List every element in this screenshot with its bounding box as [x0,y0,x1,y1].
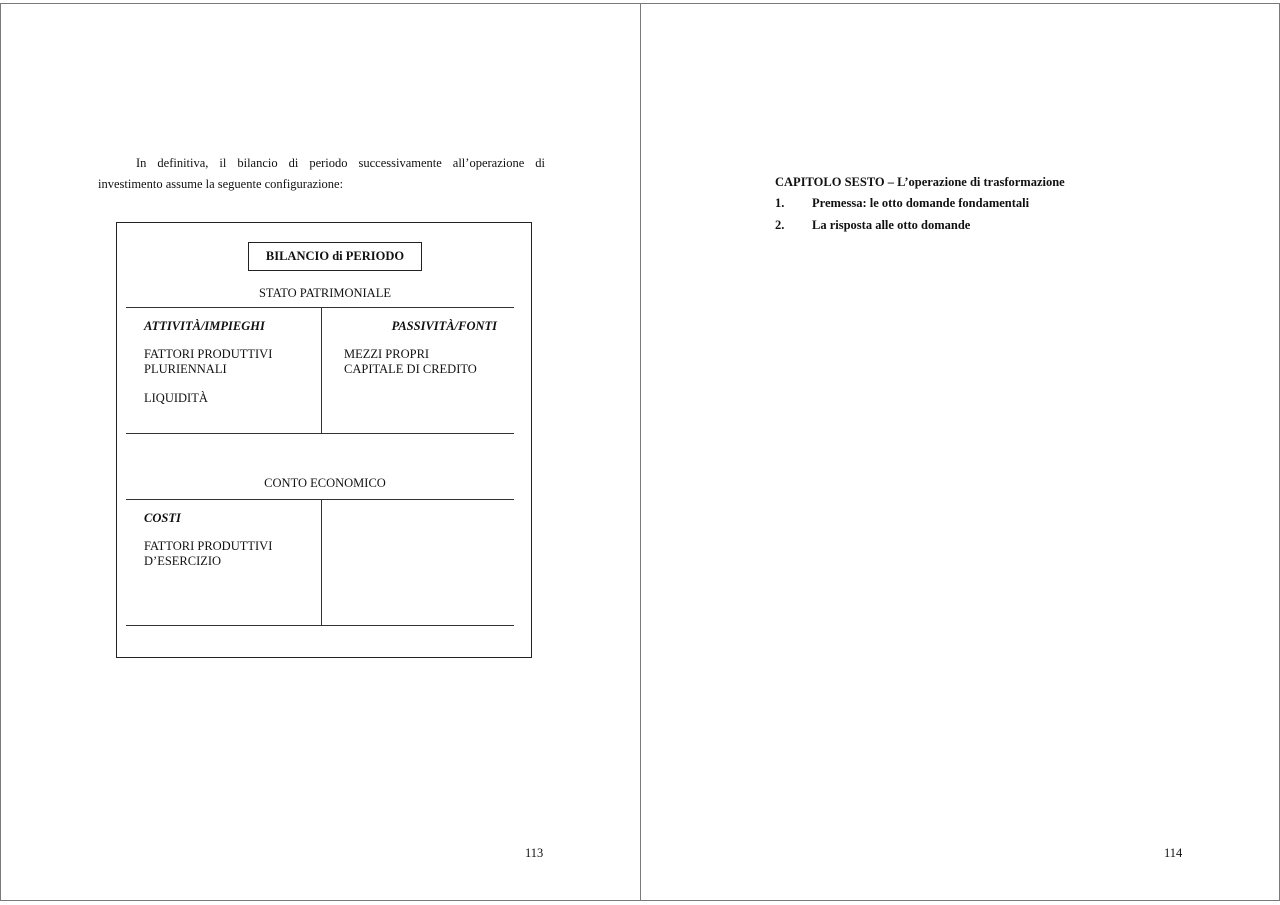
toc-number: 2. [775,218,785,232]
passivita-header: PASSIVITÀ/FONTI [391,319,497,333]
page-number: 114 [1164,846,1183,860]
page-number: 113 [525,846,544,860]
costi-header: COSTI [144,511,181,525]
divider [126,307,514,308]
passivita-item: MEZZI PROPRI [344,347,430,361]
divider [126,625,514,626]
right-page [640,3,1280,901]
attivita-header: ATTIVITÀ/IMPIEGHI [144,319,265,333]
divider [126,499,514,500]
paragraph-line-2: investimento assume la seguente configurazione: [98,177,344,191]
attivita-item: PLURIENNALI [144,362,227,376]
costi-item: D’ESERCIZIO [144,554,222,568]
diagram-title: BILANCIO di PERIODO [248,242,422,271]
stato-patrimoniale-heading: STATO PATRIMONIALE [258,286,391,300]
column-divider [321,499,322,625]
toc-entry [775,196,1029,211]
attivita-item: FATTORI PRODUTTIVI [144,347,273,361]
intro-paragraph [98,153,545,195]
divider [126,433,514,434]
column-divider [321,307,322,433]
toc-title: La risposta alle otto domande [812,218,971,232]
chapter-title: CAPITOLO SESTO – L’operazione di trasformazione [775,175,1065,189]
toc-number: 1. [775,196,785,210]
conto-economico-heading: CONTO ECONOMICO [264,476,386,490]
toc-entry [775,218,970,233]
attivita-item: LIQUIDITÀ [144,391,208,405]
passivita-item: CAPITALE DI CREDITO [344,362,477,376]
balance-sheet-diagram [116,222,532,658]
left-page [0,3,641,901]
costi-item: FATTORI PRODUTTIVI [144,539,273,553]
toc-title: Premessa: le otto domande fondamentali [812,196,1030,210]
paragraph-line-1: In definitiva, il bilancio di periodo successivamente all’operazione di [136,156,545,170]
